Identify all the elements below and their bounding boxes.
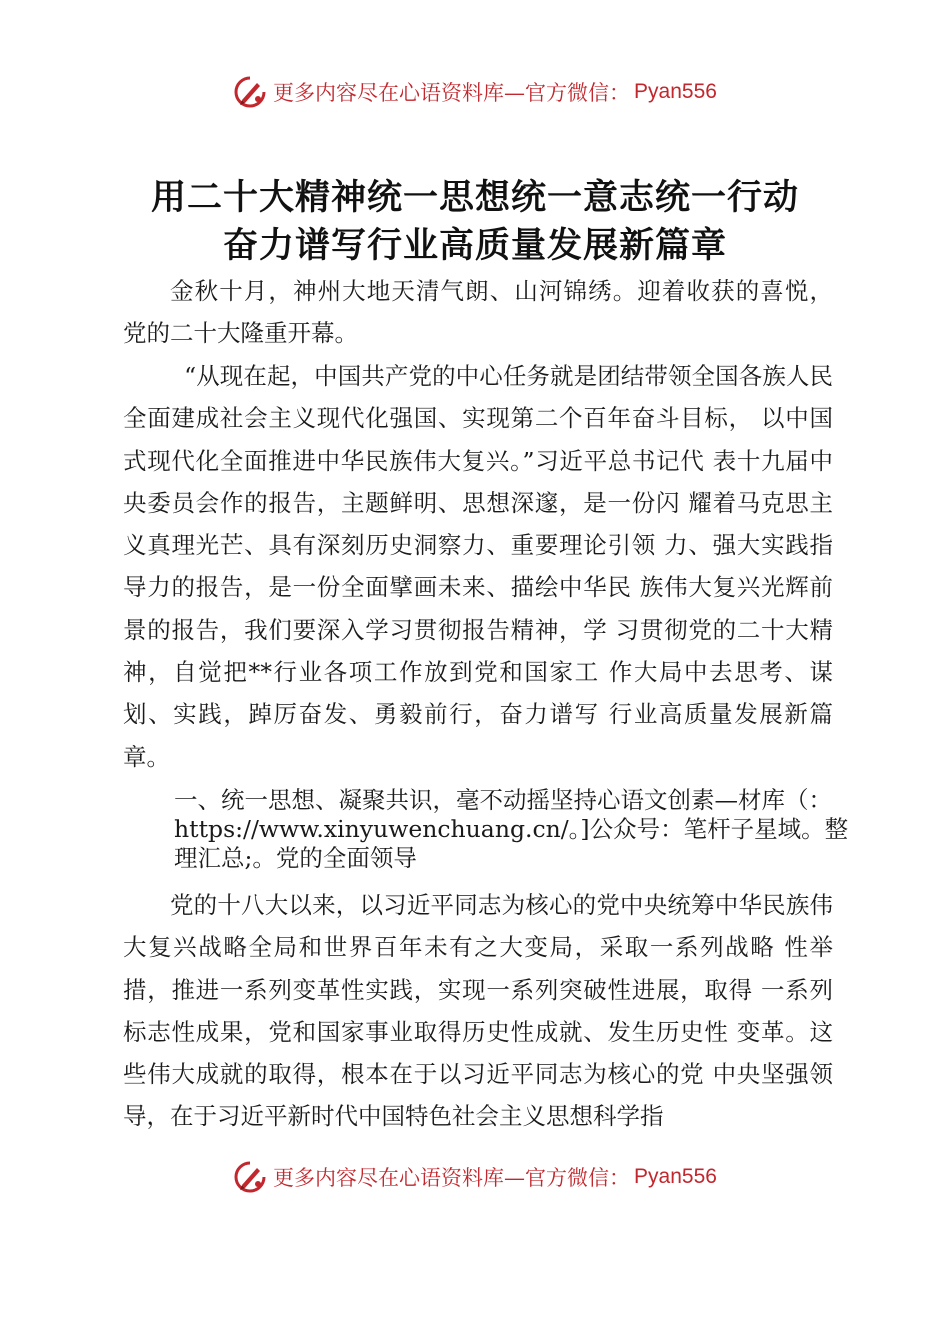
wechat-account: Pyan556 <box>634 1165 717 1188</box>
section-heading-1: 一、统一思想、凝聚共识，毫不动摇坚持心语文创素—材库（：https://www.xinyuwenchuang.cn/。]公众号：笔杆子星域。整理汇总;。党的全面领导 <box>174 786 849 872</box>
paragraph-1: 金秋十月，神州大地天清气朗、山河锦绣。迎着收获的喜悦， 党的二十大隆重开幕。 <box>123 277 833 348</box>
header-banner <box>0 72 950 112</box>
wechat-account: Pyan556 <box>634 80 717 103</box>
pen-logo-icon <box>233 1160 267 1194</box>
page-title-line-1: 用二十大精神统一思想统一意志统一行动 <box>150 177 799 218</box>
pen-logo-icon <box>233 75 267 109</box>
paragraph-2: “从现在起，中国共产党的中心任务就是团结带领全国各族人民全面建成社会主义现代化强国、实现第二个百年奋斗目标， 以中国式现代化全面推进中华民族伟大复兴。”习近平总书记代 表十九届中央委员会作的报告，主题鲜明、思想深邃，是一份闪 耀着马克思主义真理光芒、具有深刻历史洞察力、重要理论引领 力、强大实践指导力的报告，是一份全面擘画未来、描绘中华民 族伟大复兴光辉前景的报告，我们要深入学习贯彻报告精神，学 习贯彻党的二十大精神，自觉把**行业各项工作放到党和国家工 作大局中去思考、谋划、实践，踔厉奋发、勇毅前行，奋力谱写 行业高质量发展新篇章。 <box>123 362 833 771</box>
paragraph-4: 党的十八大以来，以习近平同志为核心的党中央统筹中华民族伟大复兴战略全局和世界百年未有之大变局，采取一系列战略 性举措，推进一系列变革性实践，实现一系列突破性进展，取得 一系列标志性成果，党和国家事业取得历史性成就、发生历史性 变革。这些伟大成就的取得，根本在于以习近平同志为核心的党 中央坚强领导，在于习近平新时代中国特色社会主义思想科学指 <box>123 891 833 1131</box>
banner-text: 更多内容尽在心语资料库—官方微信： <box>273 1166 631 1190</box>
footer-banner <box>0 1157 950 1197</box>
banner-text: 更多内容尽在心语资料库—官方微信： <box>273 81 631 105</box>
page-title-line-2: 奋力谱写行业高质量发展新篇章 <box>222 225 727 266</box>
